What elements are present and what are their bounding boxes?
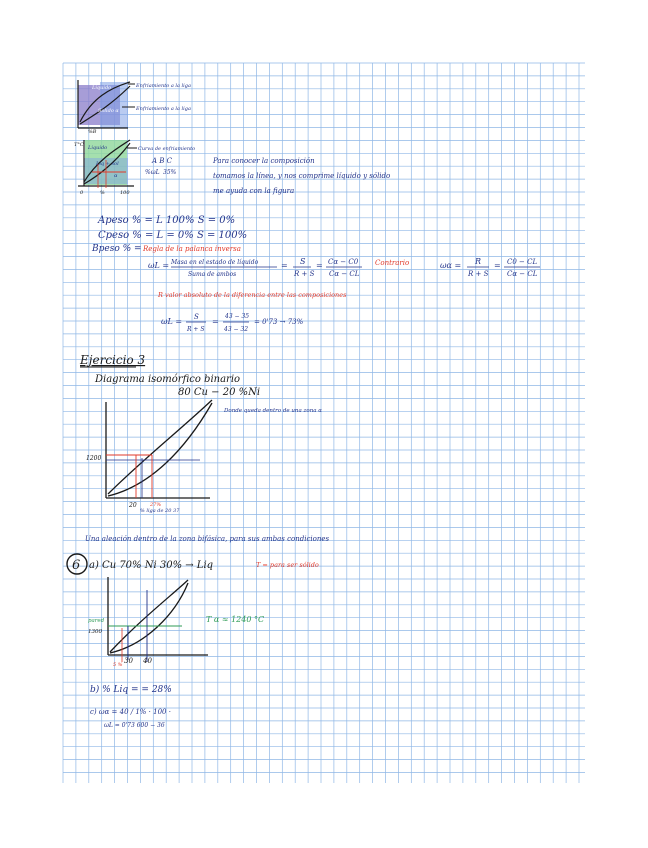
bifasic-note: Una aleación dentro de la zona bifásica, para sus ambas condiciones <box>85 535 330 543</box>
liquid-label: Liquido <box>92 85 112 91</box>
red-note: R valor absoluto de la diferencia entre las composiciones <box>158 291 347 299</box>
frac-s-num: S <box>300 257 306 266</box>
x-tick-pct: % <box>100 190 105 196</box>
note-line-2: tomamos la línea, y nos comprime líquido y sólido <box>213 172 391 180</box>
frac-r-num: R <box>475 257 482 266</box>
pct-label: 35% <box>163 169 177 176</box>
part-c-1: c) ωα = 40 / 1% · 100 · <box>90 708 171 716</box>
problem-number: 6 <box>72 558 81 573</box>
x-tick-20: 20 <box>129 502 137 509</box>
axis-label: %B <box>88 129 97 135</box>
calc-num-2: 43 − 35 <box>225 313 250 320</box>
liquid-label-2: Liquido <box>88 145 108 151</box>
note-line-3: me ayuda con la figura <box>213 187 295 195</box>
t-axis-label: T°C <box>74 142 84 148</box>
y-tick-pared: pared <box>88 618 105 624</box>
problem-6 <box>67 554 319 729</box>
calc-num-1: S <box>194 313 199 321</box>
note-line-1: Para conocer la composición <box>213 157 315 165</box>
x-tick-5: 5 % <box>113 662 123 668</box>
svg-text:=: = <box>281 261 288 270</box>
cooling-curve-label: Curva de enfriamiento <box>138 146 196 152</box>
cooling-label-upper: Enfriamiento a la liga <box>136 83 191 89</box>
cooling-label-lower: Enfriamiento a la liga <box>136 106 191 112</box>
wl-label: %ωL <box>145 169 160 176</box>
calc-den-1: R + S <box>187 326 205 333</box>
y-tick-1300: 1300 <box>88 629 102 635</box>
frac-wa-den: Cα − CL <box>507 270 538 278</box>
calc-den-2: 43 − 32 <box>224 326 249 333</box>
x-tick-0: 0 <box>80 190 84 196</box>
wl-numerator-word: Masa en el estado de líquido <box>171 259 259 266</box>
x-red-label: 27% <box>150 502 162 508</box>
x-tick-100: 100 <box>120 190 130 196</box>
frac-c-num: Cα − C0 <box>328 258 359 266</box>
phase-sketch-1 <box>78 80 191 135</box>
frac-r-den: R + S <box>468 270 489 278</box>
line-a: Apeso % = L 100% S = 0% <box>98 215 236 226</box>
graph-paper-grid <box>63 63 585 783</box>
alpha-label: α <box>114 173 118 179</box>
part-c-2: ωL = 0'73 600 − 36 <box>104 722 165 729</box>
part-a-red: T = para ser sólido <box>256 561 319 569</box>
y-tick-1200: 1200 <box>86 455 102 462</box>
x-note: % liga de 20 37 <box>140 508 180 514</box>
exercise-3-subtitle: Diagrama isomórfico binario <box>95 374 241 385</box>
calc-lhs: ωL = <box>161 317 183 326</box>
frac-wa-num: C0 − CL <box>507 258 538 266</box>
green-temp-label: T α ≈ 1240 °C <box>206 615 265 624</box>
phase-sketch-2 <box>74 140 390 196</box>
frac-c-den: Cα − CL <box>329 270 360 278</box>
x-tick-30: 30 <box>124 657 133 665</box>
two-phase-label: Liq + sol <box>96 161 119 167</box>
wl-lhs: ωL = <box>148 261 170 270</box>
frac-s-den: R + S <box>294 270 315 278</box>
part-b: b) % Liq = = 28% <box>90 685 172 695</box>
line-c: Cpeso % = L = 0% S = 100% <box>98 230 248 241</box>
contrario-label: Contrario <box>375 259 410 267</box>
composition-label: 80 Cu − 20 %Ni <box>178 387 261 398</box>
calc-result: = 0'73 → 73% <box>254 318 304 326</box>
wl-denominator-word: Suma de ambos <box>188 271 237 278</box>
svg-text:=: = <box>494 261 501 270</box>
wa-lhs: ωα = <box>440 261 462 270</box>
solid-label: Solido α <box>98 108 119 114</box>
part-a: a) Cu 70% Ni 30% → Liq <box>89 560 214 571</box>
exercise-3-title: Ejercicio 3 <box>80 353 146 367</box>
lever-rule-section <box>91 215 540 333</box>
line-b: Bpeso % = <box>92 244 142 254</box>
zone-note: Donde queda dentro de una zona α <box>224 408 322 414</box>
svg-text:=: = <box>212 317 219 326</box>
abc-label: A B C <box>152 157 173 165</box>
svg-text:=: = <box>316 261 323 270</box>
lever-rule-label: Regla de la palanca inversa <box>143 245 241 253</box>
x-tick-40: 40 <box>143 657 152 665</box>
